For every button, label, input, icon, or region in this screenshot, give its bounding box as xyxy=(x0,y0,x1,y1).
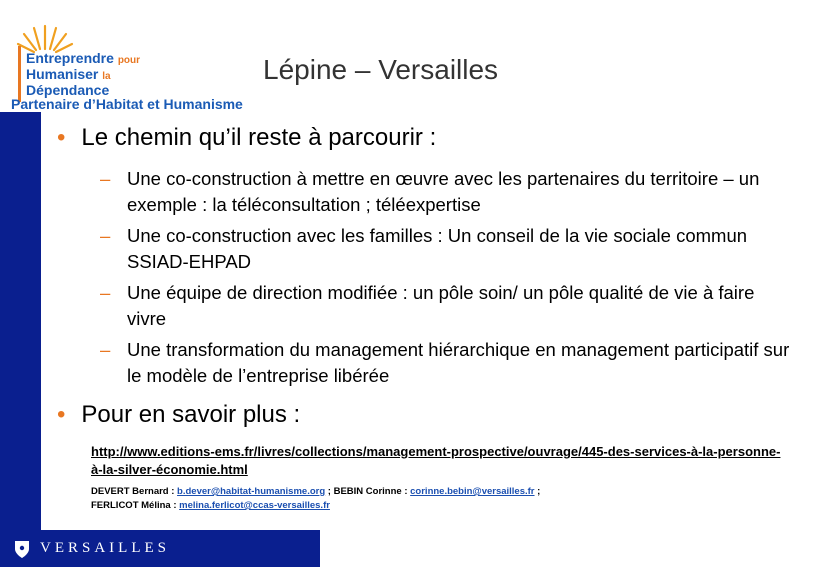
reference-link[interactable]: http://www.editions-ems.fr/livres/collections/management-prospective/ouvrage/445-des-services-à-la-personne-à-la-silver-économie.html xyxy=(91,444,781,477)
contacts: DEVERT Bernard : b.dever@habitat-humanisme.org ; BEBIN Corinne : corinne.bebin@versailles.fr ; FERLICOT Mélina : melina.ferlicot@ccas-versailles.fr xyxy=(91,486,541,511)
sidebar-bar xyxy=(0,112,41,567)
sub-item: – Une transformation du management hiérarchique en management participatif sur le modèle de l’entreprise libérée xyxy=(100,339,790,386)
reference-link-block xyxy=(91,443,791,479)
sub-item-list xyxy=(100,166,797,394)
email-link[interactable]: melina.ferlicot@ccas-versailles.fr xyxy=(179,500,330,511)
logo-bar xyxy=(18,46,21,102)
email-link[interactable]: corinne.bebin@versailles.fr xyxy=(410,486,535,497)
bullet-heading-2: • Pour en savoir plus : xyxy=(57,401,301,428)
sub-item: – Une co-construction avec les familles : Un conseil de la vie sociale commun SSIAD-EHPAD xyxy=(100,225,748,272)
footer-brand: VERSAILLES xyxy=(40,540,170,556)
email-link[interactable]: b.dever@habitat-humanisme.org xyxy=(177,486,326,497)
sub-item: – Une équipe de direction modifiée : un pôle soin/ un pôle qualité de vie à faire vivre xyxy=(100,282,755,329)
crest-icon xyxy=(12,538,32,560)
logo xyxy=(0,20,270,115)
sub-item: – Une co-construction à mettre en œuvre avec les partenaires du territoire – un exemple : la téléconsultation ; téléexpertise xyxy=(100,168,760,215)
bullet-dot: • xyxy=(57,401,66,428)
logo-partner-text: Partenaire d’Habitat et Humanisme xyxy=(11,96,243,112)
logo-line-1: Entreprendre pour xyxy=(26,50,141,66)
bullet-heading-1: • Le chemin qu’il reste à parcourir : xyxy=(57,124,437,151)
logo-line-2: Humaniser la xyxy=(26,66,111,82)
logo-line-3: Dépendance xyxy=(26,82,110,98)
footer-bar xyxy=(0,530,320,567)
bullet-dot: • xyxy=(57,124,66,151)
slide-title: Lépine – Versailles xyxy=(263,54,499,85)
